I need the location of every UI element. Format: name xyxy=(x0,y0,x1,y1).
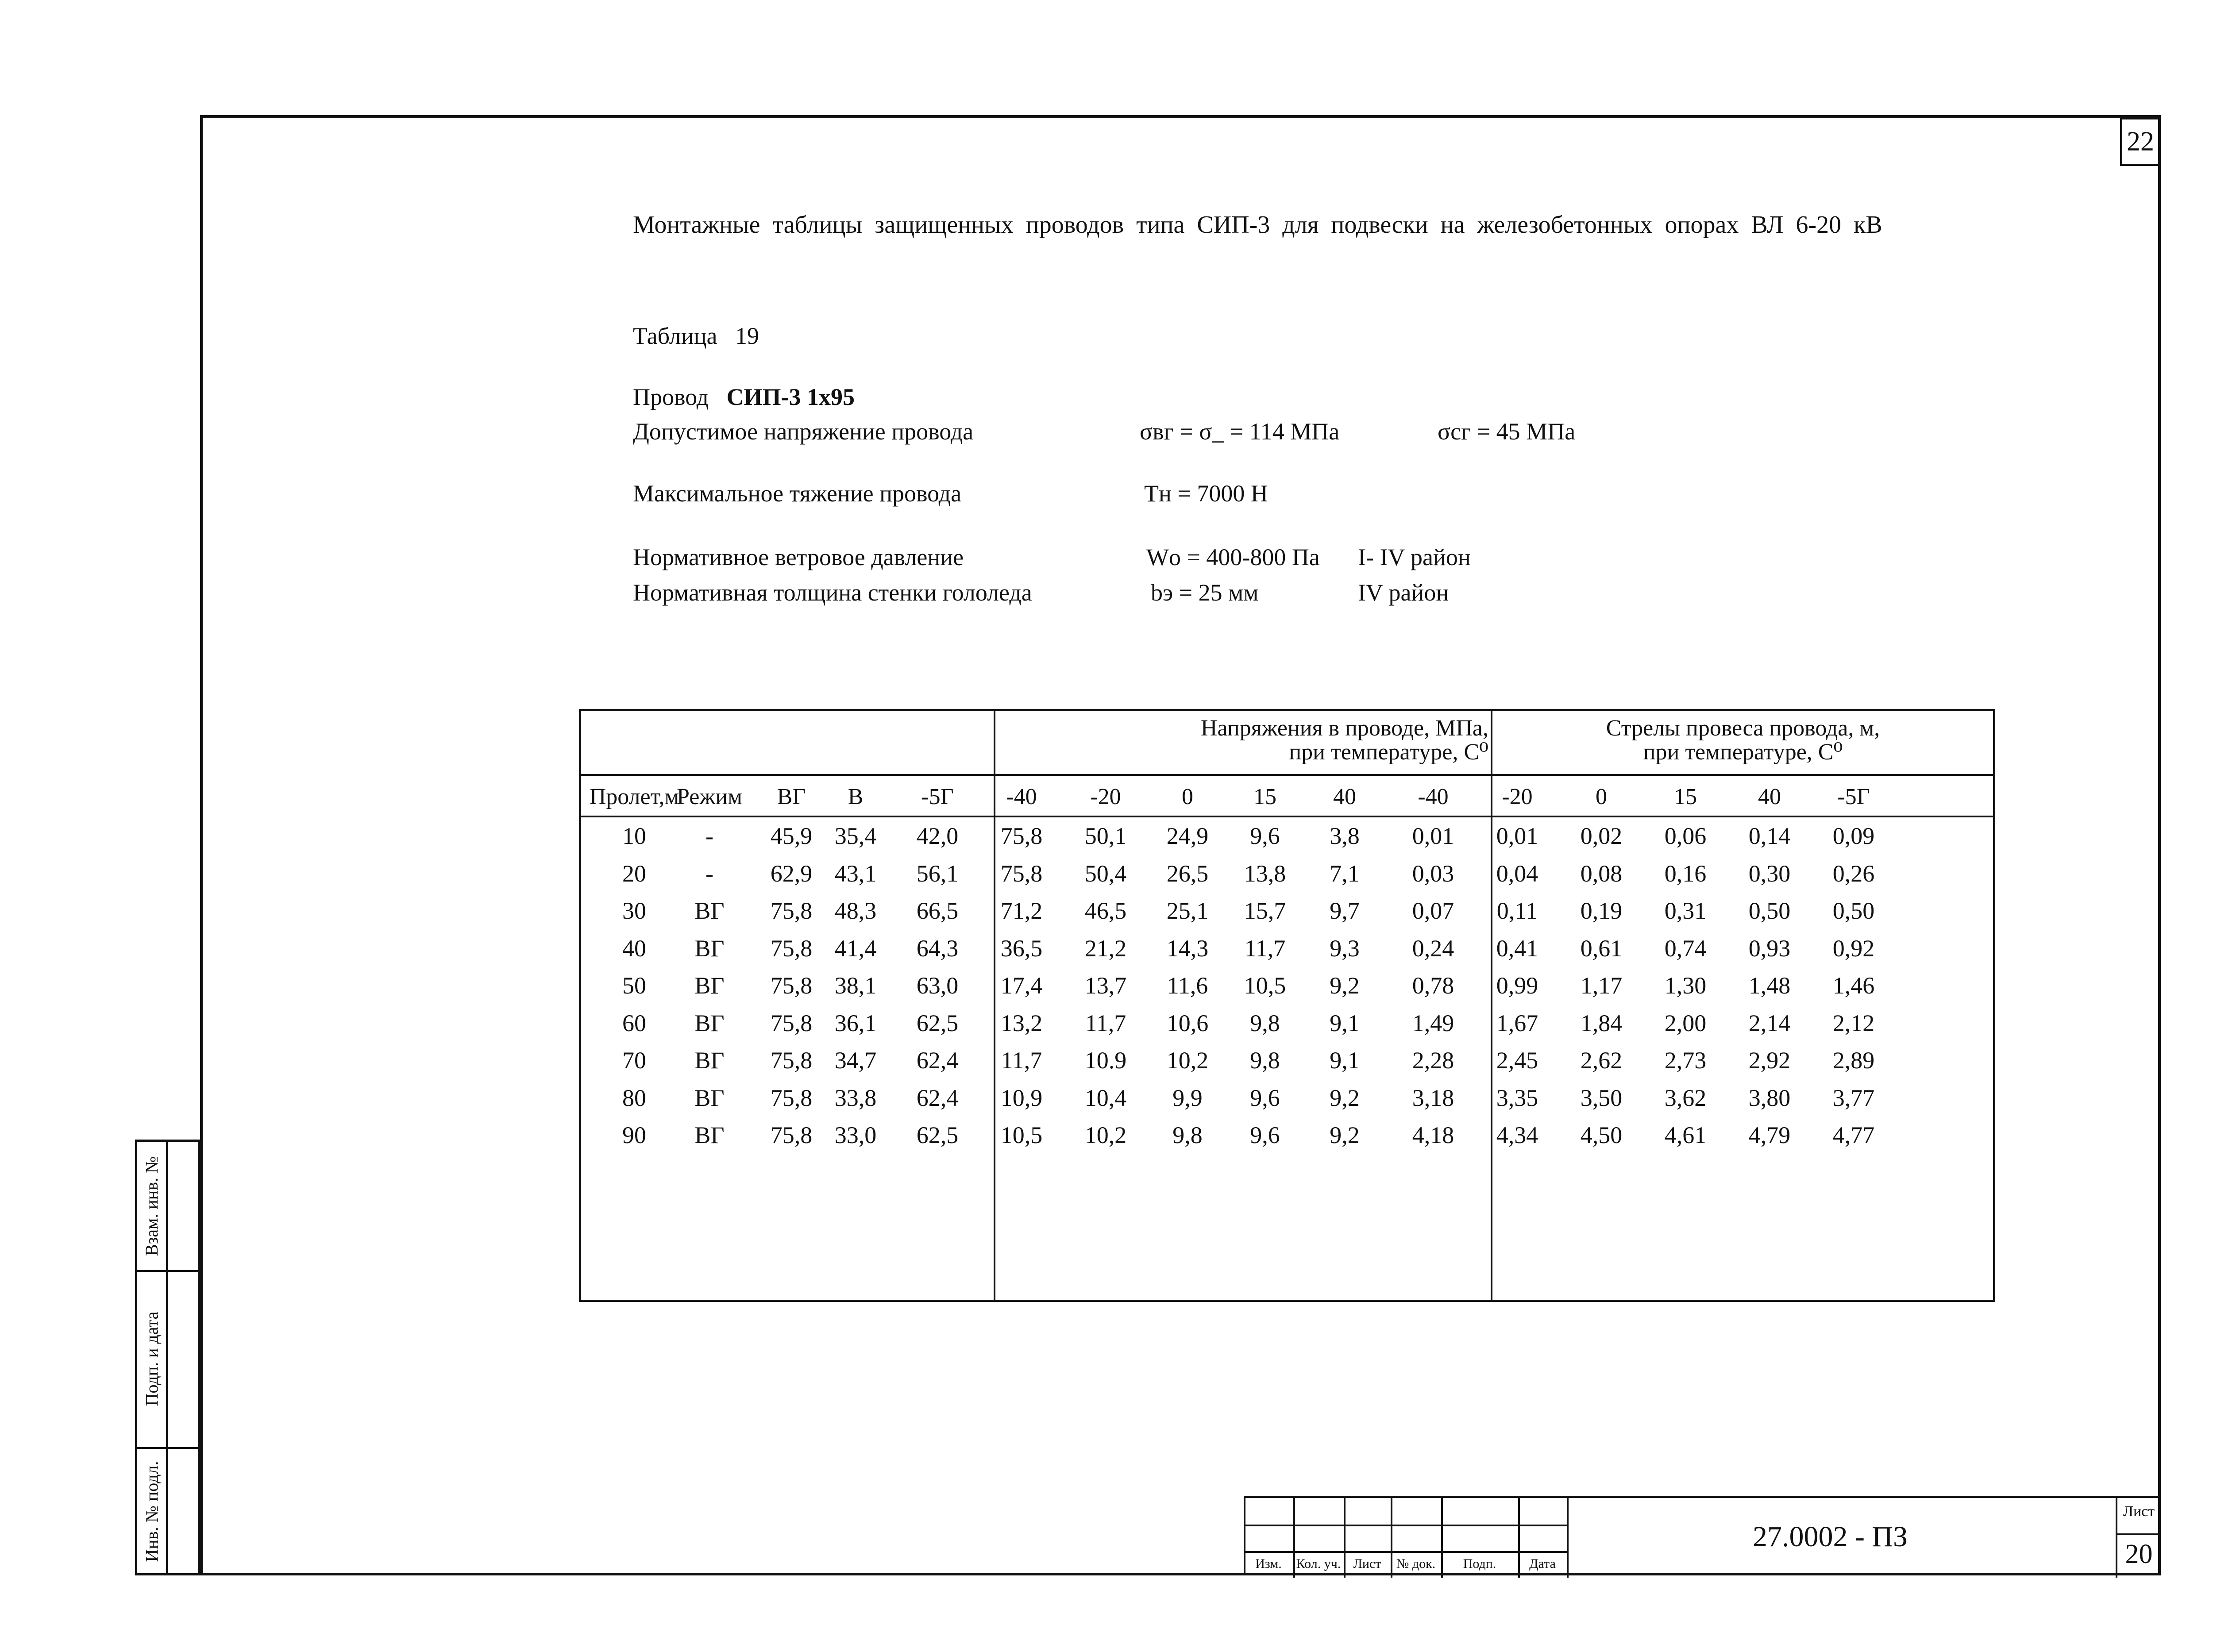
title-block-label: Подп. xyxy=(1463,1556,1496,1571)
table-cell: 1,46 xyxy=(1832,972,1875,999)
column-header: -5Г xyxy=(1837,784,1870,809)
table-number: 19 xyxy=(735,323,759,349)
table-cell: 11,7 xyxy=(1001,1047,1042,1074)
table-cell: 1,49 xyxy=(1412,1009,1454,1036)
table-cell: 1,30 xyxy=(1664,972,1707,999)
table-cell: 66,5 xyxy=(916,897,959,924)
table-cell: 0,04 xyxy=(1496,860,1538,887)
table-cell: 9,1 xyxy=(1330,1047,1360,1074)
table-cell: 0,03 xyxy=(1412,860,1454,887)
table-cell: 1,84 xyxy=(1580,1009,1623,1036)
table-cell: 0,50 xyxy=(1748,897,1791,924)
column-header: 40 xyxy=(1333,784,1356,809)
column-header: -40 xyxy=(1006,784,1037,809)
table-cell: 0,92 xyxy=(1832,935,1875,962)
table-cell: 0,09 xyxy=(1832,823,1875,849)
table-cell: 9,2 xyxy=(1330,1084,1360,1111)
table-cell: 9,8 xyxy=(1172,1122,1203,1148)
table-row xyxy=(581,817,1993,855)
table-cell: 7,1 xyxy=(1330,860,1360,887)
table-row xyxy=(581,1042,1993,1079)
table-cell: 4,77 xyxy=(1832,1122,1875,1148)
table-cell: 75,8 xyxy=(770,972,813,999)
table-label: Таблица xyxy=(633,323,717,349)
table-cell: 0,26 xyxy=(1832,860,1875,887)
table-cell: 20 xyxy=(622,860,646,887)
wire-line xyxy=(633,383,855,411)
table-cell: 2,28 xyxy=(1412,1047,1454,1074)
table-cell: - xyxy=(706,823,713,849)
table-cell: 36,5 xyxy=(1000,935,1043,962)
table-cell: 56,1 xyxy=(916,860,959,887)
table-cell: 0,99 xyxy=(1496,972,1538,999)
table-cell: 50,1 xyxy=(1084,823,1127,849)
column-header: Пролет,м xyxy=(589,784,679,809)
table-cell: 13,2 xyxy=(1000,1009,1043,1036)
table-cell: ВГ xyxy=(694,1122,725,1148)
table-cell: 38,1 xyxy=(834,972,877,999)
param-label: Нормативная толщина стенки гололеда xyxy=(633,579,1032,606)
table-cell: 9,1 xyxy=(1330,1009,1360,1036)
table-cell: 75,8 xyxy=(770,935,813,962)
column-header: 40 xyxy=(1758,784,1781,809)
table-cell: - xyxy=(706,860,713,887)
table-cell: 10 xyxy=(622,823,646,849)
table-row xyxy=(581,1079,1993,1117)
table-cell: 0,14 xyxy=(1748,823,1791,849)
table-cell: 26,5 xyxy=(1166,860,1209,887)
param-value: σвг = σ_ = 114 МПа xyxy=(1140,418,1340,445)
table-cell: 0,41 xyxy=(1496,935,1538,962)
document-number: 27.0002 - ПЗ xyxy=(1753,1521,1908,1553)
column-header: 0 xyxy=(1596,784,1607,809)
table-row xyxy=(581,1117,1993,1154)
table-cell: 3,18 xyxy=(1412,1084,1454,1111)
table-cell: 62,4 xyxy=(916,1084,959,1111)
table-cell: 63,0 xyxy=(916,972,959,999)
table-cell: 75,8 xyxy=(770,1047,813,1074)
title-block-label: № док. xyxy=(1396,1556,1436,1571)
table-cell: 45,9 xyxy=(770,823,813,849)
column-header: ВГ xyxy=(777,784,806,809)
column-header: 0 xyxy=(1182,784,1193,809)
sheet-number: 20 xyxy=(2125,1539,2153,1569)
table-cell: 14,3 xyxy=(1166,935,1209,962)
table-cell: 75,8 xyxy=(1000,860,1043,887)
table-cell: 2,73 xyxy=(1664,1047,1707,1074)
table-cell: 10,5 xyxy=(1244,972,1286,999)
title-block-label: Изм. xyxy=(1255,1556,1282,1571)
table-cell: 1,17 xyxy=(1580,972,1623,999)
stamp-field-replaced-inv: Взам. инв. № xyxy=(142,1156,162,1256)
table-cell: ВГ xyxy=(694,1084,725,1111)
table-cell: 9,8 xyxy=(1250,1047,1280,1074)
table-cell: 41,4 xyxy=(834,935,877,962)
table-cell: 70 xyxy=(622,1047,646,1074)
table-cell: 50 xyxy=(622,972,646,999)
param-label: Нормативное ветровое давление xyxy=(633,544,964,570)
table-cell: 33,8 xyxy=(834,1084,877,1111)
table-cell: 10,9 xyxy=(1000,1084,1043,1111)
param-label: Допустимое напряжение провода xyxy=(633,418,974,445)
table-cell: 3,50 xyxy=(1580,1084,1623,1111)
table-cell: 30 xyxy=(622,897,646,924)
table-cell: 4,18 xyxy=(1412,1122,1454,1148)
table-cell: 1,48 xyxy=(1748,972,1791,999)
table-cell: ВГ xyxy=(694,972,725,999)
table-cell: 71,2 xyxy=(1000,897,1043,924)
table-cell: 50,4 xyxy=(1084,860,1127,887)
table-row xyxy=(581,855,1993,892)
table-cell: 62,5 xyxy=(916,1122,959,1148)
table-cell: 25,1 xyxy=(1166,897,1209,924)
title-block-label: Кол. уч. xyxy=(1296,1556,1341,1571)
table-cell: 3,8 xyxy=(1330,823,1360,849)
param-value-2: I- IV район xyxy=(1358,544,1471,570)
table-cell: 2,62 xyxy=(1580,1047,1623,1074)
table-cell: 3,80 xyxy=(1748,1084,1791,1111)
table-cell: 4,79 xyxy=(1748,1122,1791,1148)
table-cell: 3,77 xyxy=(1832,1084,1875,1111)
table-cell: 0,74 xyxy=(1664,935,1707,962)
table-cell: 0,93 xyxy=(1748,935,1791,962)
table-cell: 36,1 xyxy=(834,1009,877,1036)
table-cell: 11,7 xyxy=(1244,935,1286,962)
table-row xyxy=(581,967,1993,1004)
table-cell: 13,8 xyxy=(1244,860,1286,887)
table-cell: 64,3 xyxy=(916,935,959,962)
table-cell: ВГ xyxy=(694,1047,725,1074)
column-header: -20 xyxy=(1502,784,1533,809)
table-cell: 10,2 xyxy=(1084,1122,1127,1148)
column-header: -20 xyxy=(1090,784,1121,809)
table-cell: 9,9 xyxy=(1172,1084,1203,1111)
table-cell: 11,6 xyxy=(1167,972,1208,999)
document-title: Монтажные таблицы защищенных проводов типа СИП-3 для подвески на железобетонных опорах ВЛ 6-20 кВ xyxy=(633,211,1882,239)
table-cell: 0,06 xyxy=(1664,823,1707,849)
title-block-label: Лист xyxy=(1353,1556,1381,1571)
table-cell: 90 xyxy=(622,1122,646,1148)
table-cell: 21,2 xyxy=(1084,935,1127,962)
table-cell: 0,61 xyxy=(1580,935,1623,962)
table-cell: 4,50 xyxy=(1580,1122,1623,1148)
table-cell: 43,1 xyxy=(834,860,877,887)
table-cell: ВГ xyxy=(694,897,725,924)
param-value: Тн = 7000 Н xyxy=(1144,480,1268,507)
column-header: -5Г xyxy=(921,784,954,809)
table-cell: 9,6 xyxy=(1250,823,1280,849)
sag-group-header: Стрелы провеса провода, м, при температуре, С⁰ xyxy=(1606,716,1880,765)
table-cell: 60 xyxy=(622,1009,646,1036)
wire-label: Провод xyxy=(633,384,709,410)
table-cell: 0,11 xyxy=(1496,897,1538,924)
table-cell: 34,7 xyxy=(834,1047,877,1074)
table-cell: 0,01 xyxy=(1496,823,1538,849)
column-header: -40 xyxy=(1418,784,1449,809)
table-cell: 75,8 xyxy=(770,1122,813,1148)
table-cell: 9,8 xyxy=(1250,1009,1280,1036)
table-cell: 2,12 xyxy=(1832,1009,1875,1036)
table-cell: 0,08 xyxy=(1580,860,1623,887)
table-cell: 33,0 xyxy=(834,1122,877,1148)
table-cell: 15,7 xyxy=(1244,897,1286,924)
wire-value: СИП-3 1х95 xyxy=(726,384,855,410)
table-cell: 10,6 xyxy=(1166,1009,1209,1036)
table-cell: 35,4 xyxy=(834,823,877,849)
table-cell: 0,02 xyxy=(1580,823,1623,849)
page-number: 22 xyxy=(2120,117,2161,166)
table-cell: 2,00 xyxy=(1664,1009,1707,1036)
table-cell: 11,7 xyxy=(1085,1009,1126,1036)
table-cell: 2,14 xyxy=(1748,1009,1791,1036)
table-cell: 10,4 xyxy=(1084,1084,1127,1111)
table-cell: 75,8 xyxy=(770,1084,813,1111)
table-cell: ВГ xyxy=(694,1009,725,1036)
table-cell: 0,07 xyxy=(1412,897,1454,924)
table-cell: 10,2 xyxy=(1166,1047,1209,1074)
param-value-2: σсг = 45 МПа xyxy=(1438,418,1576,445)
table-cell: 9,2 xyxy=(1330,972,1360,999)
table-cell: 0,19 xyxy=(1580,897,1623,924)
table-cell: 9,7 xyxy=(1330,897,1360,924)
sheet-label: Лист xyxy=(2123,1503,2155,1520)
table-cell: 2,45 xyxy=(1496,1047,1538,1074)
column-header: 15 xyxy=(1253,784,1276,809)
table-cell: 9,3 xyxy=(1330,935,1360,962)
table-cell: 24,9 xyxy=(1166,823,1209,849)
column-header: Режим xyxy=(677,784,742,809)
table-cell: 3,62 xyxy=(1664,1084,1707,1111)
table-cell: 80 xyxy=(622,1084,646,1111)
table-cell: 62,9 xyxy=(770,860,813,887)
table-cell: 9,6 xyxy=(1250,1084,1280,1111)
table-cell: 62,4 xyxy=(916,1047,959,1074)
table-cell: 2,92 xyxy=(1748,1047,1791,1074)
stamp-field-original-inv: Инв. № подл. xyxy=(142,1461,162,1562)
table-cell: 10,5 xyxy=(1000,1122,1043,1148)
table-cell: 10.9 xyxy=(1084,1047,1127,1074)
mounting-table xyxy=(579,709,1995,1302)
table-row xyxy=(581,930,1993,967)
table-cell: 0,24 xyxy=(1412,935,1454,962)
table-row xyxy=(581,1005,1993,1042)
param-label: Максимальное тяжение провода xyxy=(633,480,962,507)
table-cell: 40 xyxy=(622,935,646,962)
table-cell: 17,4 xyxy=(1000,972,1043,999)
table-caption xyxy=(633,322,759,350)
table-cell: 2,89 xyxy=(1832,1047,1875,1074)
param-value-2: IV район xyxy=(1358,579,1449,606)
table-cell: 75,8 xyxy=(1000,823,1043,849)
param-value: bэ = 25 мм xyxy=(1151,579,1259,606)
header-divider xyxy=(581,774,1993,776)
table-cell: 75,8 xyxy=(770,1009,813,1036)
table-cell: 0,16 xyxy=(1664,860,1707,887)
table-cell: 1,67 xyxy=(1496,1009,1538,1036)
table-row xyxy=(581,892,1993,929)
stress-group-header: Напряжения в проводе, МПа, при температуре, С⁰ xyxy=(1200,716,1488,765)
table-cell: 4,34 xyxy=(1496,1122,1538,1148)
column-header: В xyxy=(848,784,864,809)
table-cell: 48,3 xyxy=(834,897,877,924)
stamp-field-sign-date: Подп. и дата xyxy=(142,1311,162,1406)
title-block xyxy=(1244,1496,2161,1575)
table-cell: 0,78 xyxy=(1412,972,1454,999)
title-block-label: Дата xyxy=(1529,1556,1556,1571)
table-cell: ВГ xyxy=(694,935,725,962)
table-cell: 0,31 xyxy=(1664,897,1707,924)
table-cell: 46,5 xyxy=(1084,897,1127,924)
side-stamp xyxy=(135,1140,200,1575)
table-cell: 4,61 xyxy=(1664,1122,1707,1148)
table-cell: 0,01 xyxy=(1412,823,1454,849)
column-header: 15 xyxy=(1674,784,1697,809)
table-cell: 42,0 xyxy=(916,823,959,849)
table-cell: 3,35 xyxy=(1496,1084,1538,1111)
param-value: Wо = 400-800 Па xyxy=(1146,544,1320,570)
table-cell: 75,8 xyxy=(770,897,813,924)
table-cell: 0,30 xyxy=(1748,860,1791,887)
table-cell: 9,2 xyxy=(1330,1122,1360,1148)
table-cell: 0,50 xyxy=(1832,897,1875,924)
table-cell: 13,7 xyxy=(1084,972,1127,999)
table-cell: 62,5 xyxy=(916,1009,959,1036)
table-cell: 9,6 xyxy=(1250,1122,1280,1148)
